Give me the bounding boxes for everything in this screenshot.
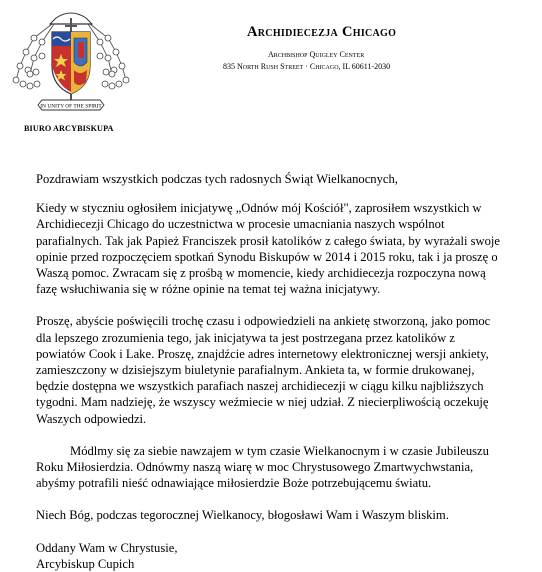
letterhead-address-line2: 835 North Rush Street · Chicago, IL 60611-2030 bbox=[223, 62, 391, 71]
letter-paragraph-2: Proszę, abyście poświęcili trochę czasu i odpowiedzieli na ankietę stworzoną, jako pomoc dla lepszego zrozumienia tego, jak inicjatywa ta jest postrzegana przez katolików z powiatów Cook i Lake. Proszę, znajdźcie adres internetowy elektronicznej wersji ankiety, zamieszczony w dzisiejszym biuletynie parafialnym. Ankieta ta, w formie drukowanej, będzie dostępna we wszystkich parafiach naszej archidiecezji w ciągu kilku najbliższych tygodni. Mam nadzieję, że wszyscy weźmiecie w niej udział. Z niecierpliwością oczekuję Waszych odpowiedzi. bbox=[36, 314, 491, 426]
letter-paragraph-1: Kiedy w styczniu ogłosiłem inicjatywę „Odnów mój Kościół", zaprosiłem wszystkich w Archidiecezji Chicago do uczestnictwa w procesie umacniania naszych wspólnot parafialnych. Tak jak Papież Franciszek prosił katolików z całego świata, by wyrażali swoje opinie przed rozpoczęciem spotkań Synodu Biskupów w 2014 i 2015 roku, tak i ja proszę o Waszą pomoc. Zwracam się z prośbą w momencie, kiedy archidiecezja rozpoczyna nową fazę wsłuchiwania się w różne opinie na temat tej ważna inicjatywy. bbox=[36, 201, 500, 297]
letterhead-address-line1: Archbishop Quigley Center bbox=[268, 50, 365, 59]
coat-of-arms bbox=[12, 4, 130, 116]
letter-paragraph-4: Niech Bóg, podczas tegorocznej Wielkanocy, błogosławi Wam i Waszym bliskim. bbox=[36, 508, 449, 523]
letterhead-title: Archidiecezja Chicago bbox=[247, 24, 397, 40]
letter-greeting: Pozdrawiam wszystkich podczas tych radosnych Świąt Wielkanocnych, bbox=[36, 172, 398, 186]
letter-signature: Arcybiskup Cupich bbox=[36, 556, 135, 571]
letter-body bbox=[36, 171, 506, 572]
letter-closing: Oddany Wam w Chrystusie, bbox=[36, 540, 178, 555]
motto-text: IN UNITY OF THE SPIRIT bbox=[40, 103, 102, 110]
letter-paragraph-3: Módlmy się za siebie nawzajem w tym czasie Wielkanocnym i w czasie Jubileuszu Roku Miłosierdzia. Odnówmy naszą wiarę w moc Chrystusowego Zmartwychwstania, abyśmy potrafili nieść odnawiające miłosierdzie Boże potrzebującemu światu. bbox=[36, 443, 489, 491]
office-label: BIURO ARCYBISKUPA bbox=[24, 124, 114, 133]
